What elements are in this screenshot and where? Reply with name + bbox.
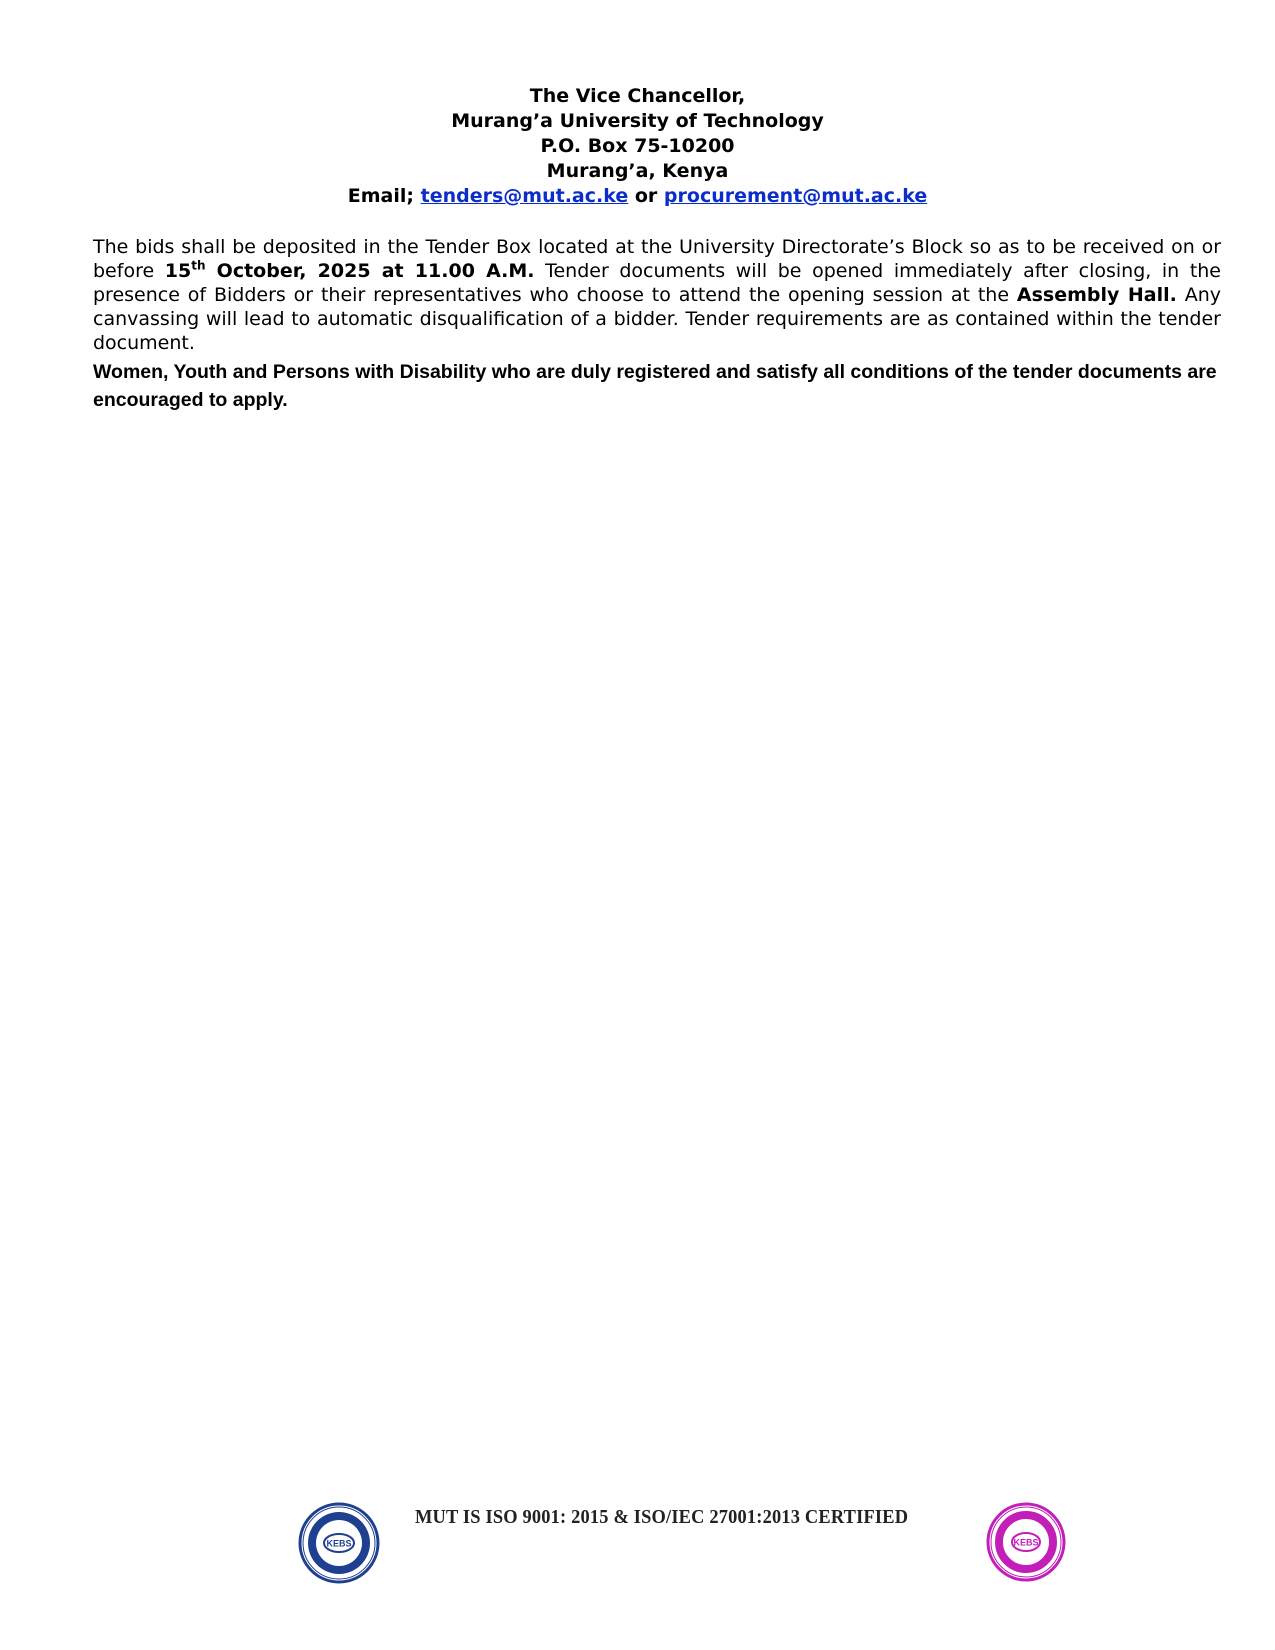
paragraph-text: Any canvassing will lead to automatic disqualification of a bidder. Tender requirements are as contained within the tender document.	[93, 284, 1221, 354]
address-block	[0, 84, 1275, 209]
address-line-recipient: The Vice Chancellor,	[529, 85, 746, 107]
address-line-pobox: P.O. Box 75-10200	[540, 135, 735, 157]
encouragement-paragraph: Women, Youth and Persons with Disability who are duly registered and satisfy all conditions of the tender documents are encouraged to apply.	[93, 361, 1217, 411]
kebs-iso-27001-seal-icon	[986, 1502, 1066, 1582]
email-label: Email;	[347, 185, 414, 207]
seal-right-text: KEBS	[1013, 1537, 1039, 1548]
venue-name: Assembly Hall.	[1016, 284, 1177, 306]
paragraph-text: Tender documents will be opened immediately after closing, in the presence of Bidders or their representatives who choose to attend the opening session at the	[93, 260, 1221, 306]
deadline-day: 15	[164, 260, 192, 282]
page-footer	[0, 1502, 1275, 1592]
address-line-institution: Murang’a University of Technology	[451, 110, 824, 132]
email-or: or	[634, 185, 658, 207]
seal-left-text: KEBS	[326, 1538, 352, 1549]
kebs-iso-9001-seal-icon	[298, 1502, 380, 1584]
paragraph-text: The bids shall be deposited in the Tender Box located at the University Directorate’s Block so as to be received on or before	[93, 236, 1221, 282]
address-line-city: Murang’a, Kenya	[546, 160, 729, 182]
bid-submission-paragraph	[93, 235, 1221, 355]
email-link-tenders[interactable]: tenders@mut.ac.ke	[420, 185, 629, 207]
email-line	[0, 184, 1275, 209]
certification-statement: MUT IS ISO 9001: 2015 & ISO/IEC 27001:2013 CERTIFIED	[415, 1506, 909, 1528]
deadline-date: October, 2025 at 11.00 A.M.	[205, 260, 535, 282]
email-link-procurement[interactable]: procurement@mut.ac.ke	[663, 185, 928, 207]
deadline-day-suffix: th	[191, 258, 206, 273]
